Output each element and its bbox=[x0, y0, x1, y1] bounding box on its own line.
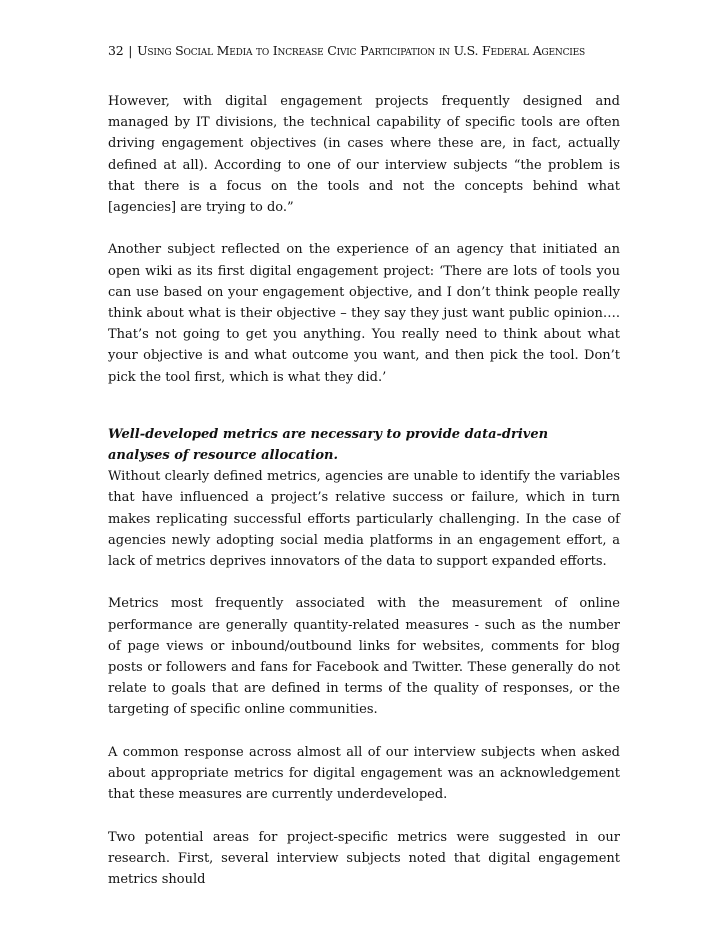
document-page bbox=[108, 42, 620, 890]
paragraph-5: A common response across almost all of our interview subjects when asked about appropriate metrics for digital engagement was an acknowledgement that these measures are currently underdeveloped. bbox=[108, 744, 620, 803]
paragraph-4: Metrics most frequently associated with the measurement of online performance are generally quantity-related measures - such as the number of page views or inbound/outbound links for websites, comments for blog posts or followers and fans for Facebook and Twitter. These generally do not relate to goals that are defined in terms of the quality of responses, or the targeting of specific online communities. bbox=[108, 596, 620, 718]
section-heading: Well-developed metrics are necessary to provide data-driven analyses of resource allocation. bbox=[108, 426, 549, 464]
running-header bbox=[108, 42, 620, 60]
paragraph-1: However, with digital engagement projects frequently designed and managed by IT divisions, the technical capability of specific tools are often driving engagement objectives (in cases where these are, in fact, actually defined at all). According to one of our interview subjects “the problem is that there is a focus on the tools and not the concepts behind what [agencies] are trying to do.” bbox=[108, 94, 620, 216]
running-title: Using Social Media to Increase Civic Participation in U.S. Federal Agencies bbox=[137, 43, 585, 58]
paragraph-spacer bbox=[108, 218, 620, 239]
paragraph-2: Another subject reflected on the experience of an agency that initiated an open wiki as its first digital engagement project: ‘There are lots of tools you can use based on your engagement objective, and I don’t think people really think about what is their objective – they say they just want public opinion…. That’s not going to get you anything. You really need to think about what your objective is and what outcome you want, and then pick the tool. Don’t pick the tool first, which is what they did.’ bbox=[108, 242, 620, 385]
paragraph-spacer bbox=[108, 721, 620, 742]
paragraph-6: Two potential areas for project-specific metrics were suggested in our research. First, several interview subjects noted that digital engagement metrics should bbox=[108, 829, 620, 888]
section-spacer bbox=[108, 388, 620, 424]
page-number: 32 bbox=[108, 43, 124, 58]
paragraph-spacer bbox=[108, 572, 620, 593]
header-separator: | bbox=[128, 43, 133, 58]
paragraph-3: Without clearly defined metrics, agencies are unable to identify the variables that have influenced a project’s relative success or failure, which in turn makes replicating successful efforts particularly challenging. In the case of agencies newly adopting social media platforms in an engagement effort, a lack of metrics deprives innovators of the data to support expanded efforts. bbox=[108, 469, 620, 570]
paragraph-spacer bbox=[108, 805, 620, 826]
